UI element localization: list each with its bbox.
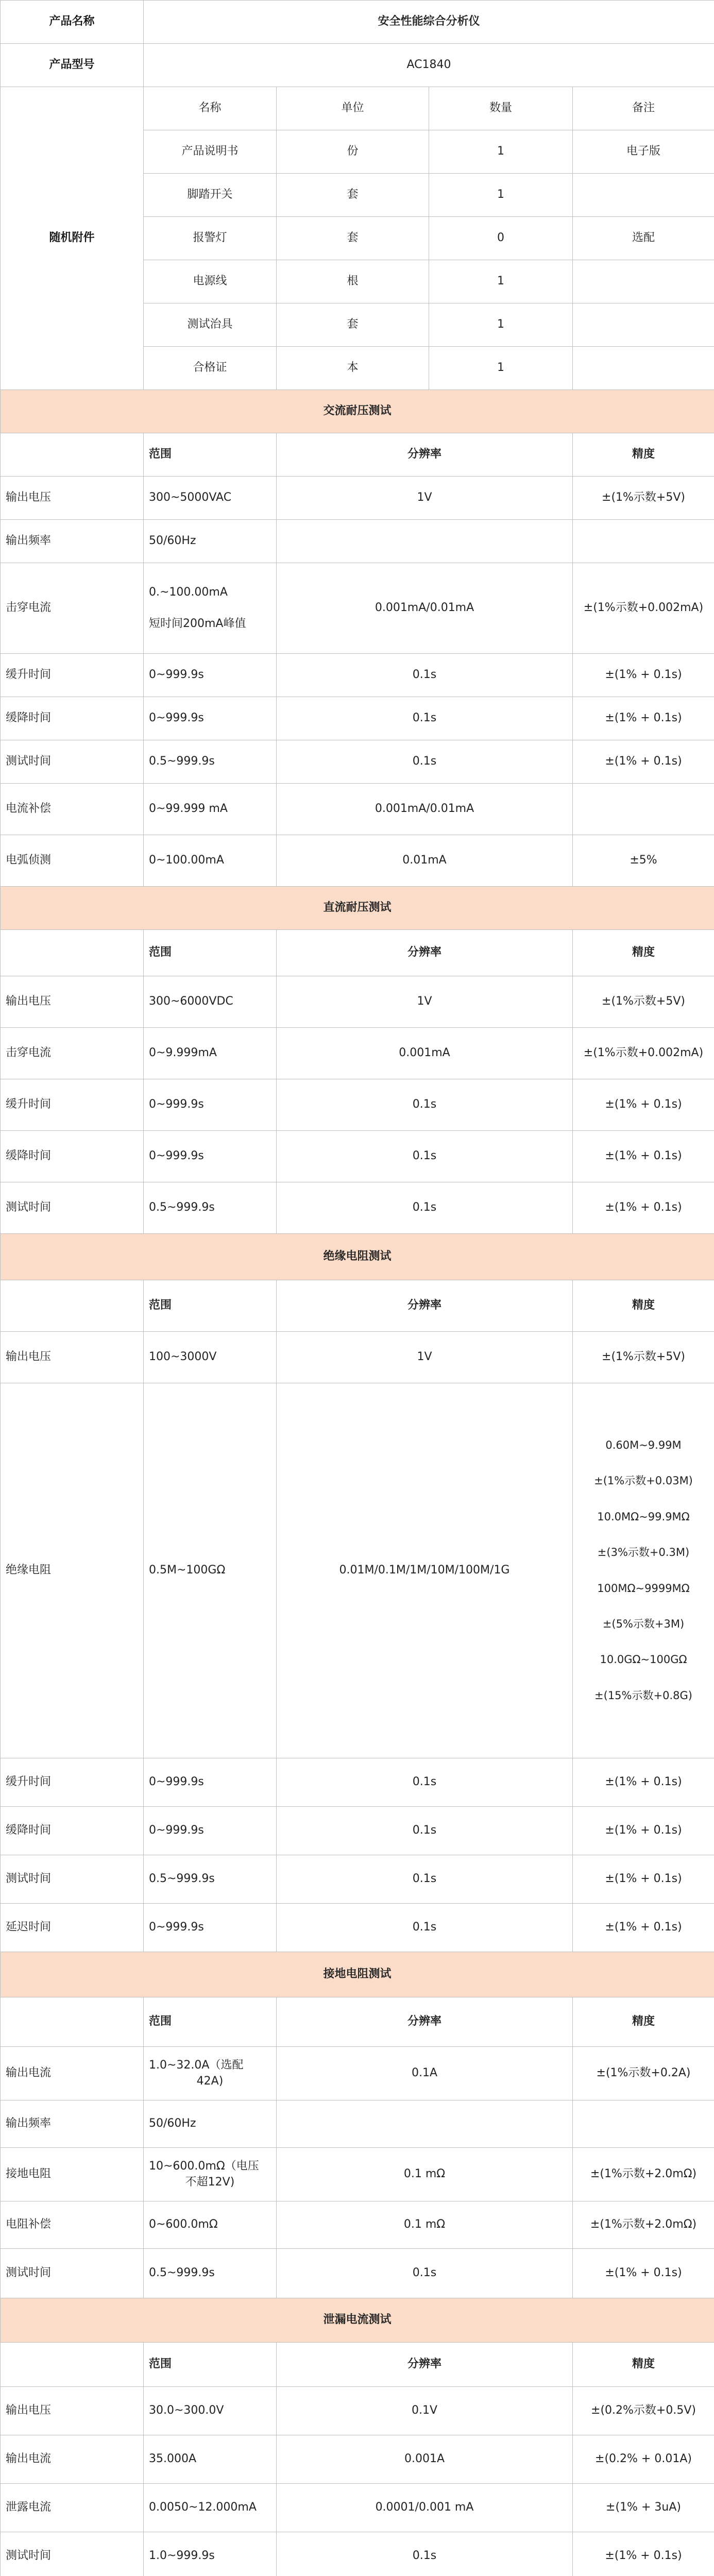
gb-row-frequency: [1, 2100, 714, 2148]
row-accuracy: ±(1% + 0.1s): [573, 1807, 714, 1855]
row-resolution: 0.1s: [277, 2532, 573, 2576]
product-name-label: 产品名称: [1, 1, 144, 44]
row-range: 0~999.9s: [144, 1131, 277, 1182]
accuracy-band: 10.0GΩ~100GΩ: [600, 1653, 687, 1666]
dc-row: [1, 976, 714, 1028]
row-resolution: 0.1s: [277, 1131, 573, 1182]
row-label: 击穿电流: [1, 563, 144, 654]
dc-row: [1, 1079, 714, 1131]
row-resolution: 1V: [277, 1332, 573, 1383]
row-accuracy: ±(1%示数+0.002mA): [573, 1028, 714, 1079]
row-range: 35.000A: [144, 2435, 277, 2484]
accessory-name: 脚踏开关: [144, 174, 277, 217]
ac-hipot-title: 交流耐压测试: [1, 390, 714, 433]
range-line: 1.0~32.0A（选配: [149, 2058, 244, 2072]
ir-row-resistance: [1, 1383, 714, 1758]
ir-col-resolution: 分辨率: [277, 1280, 573, 1332]
row-resolution: 0.1s: [277, 1904, 573, 1952]
ir-row: [1, 1807, 714, 1855]
row-range: 30.0~300.0V: [144, 2387, 277, 2435]
range-line: 短时间200mA峰值: [149, 617, 246, 630]
lc-row-current: [1, 2435, 714, 2484]
row-accuracy: ±(1%示数+5V): [573, 477, 714, 520]
ground-title: 接地电阻测试: [1, 1952, 714, 1997]
accessory-note: 电子版: [573, 130, 714, 174]
row-label: 缓降时间: [1, 1131, 144, 1182]
ac-row-voltage: [1, 477, 714, 520]
row-label: 延迟时间: [1, 1904, 144, 1952]
row-range: 1.0~999.9s: [144, 2532, 277, 2576]
gb-row-resistance: [1, 2148, 714, 2201]
row-label: 接地电阻: [1, 2148, 144, 2201]
row-label: 输出频率: [1, 2100, 144, 2148]
row-range: 0.5M~100GΩ: [144, 1383, 277, 1758]
ac-hipot-header-row: [1, 433, 714, 477]
row-resolution: 0.1A: [277, 2047, 573, 2100]
lc-col-accuracy: 精度: [573, 2343, 714, 2387]
row-accuracy: ±(1% + 0.1s): [573, 1079, 714, 1131]
ac-row-frequency: [1, 520, 714, 563]
dc-hipot-title: 直流耐压测试: [1, 887, 714, 930]
row-range: 300~6000VDC: [144, 976, 277, 1028]
product-name-value: 安全性能综合分析仪: [144, 1, 714, 44]
ac-col-accuracy: 精度: [573, 433, 714, 477]
row-resolution: 0.001mA: [277, 1028, 573, 1079]
accessories-col-qty: 数量: [429, 87, 573, 130]
accessory-unit: 根: [277, 260, 429, 303]
accessory-qty: 1: [429, 347, 573, 390]
range-line: 10~600.0mΩ（电压: [149, 2159, 259, 2173]
row-accuracy: ±(1% + 0.1s): [573, 654, 714, 697]
product-model-row: [1, 44, 714, 87]
accessory-qty: 0: [429, 217, 573, 260]
row-accuracy: ±(1%示数+5V): [573, 1332, 714, 1383]
accuracy-band: ±(3%示数+0.3M): [597, 1546, 690, 1559]
row-resolution: 0.001A: [277, 2435, 573, 2484]
gb-col-resolution: 分辨率: [277, 1997, 573, 2047]
row-range: 0.5~999.9s: [144, 2249, 277, 2298]
row-accuracy: ±(1% + 0.1s): [573, 1855, 714, 1904]
row-resolution: 0.1s: [277, 1807, 573, 1855]
row-range: 0~100.00mA: [144, 835, 277, 887]
row-label: 测试时间: [1, 2249, 144, 2298]
row-label: 测试时间: [1, 1855, 144, 1904]
accuracy-band: 0.60M~9.99M: [605, 1438, 682, 1451]
row-label: 绝缘电阻: [1, 1383, 144, 1758]
ac-row-arc-detect: [1, 835, 714, 887]
accessory-name: 电源线: [144, 260, 277, 303]
row-range: 300~5000VAC: [144, 477, 277, 520]
row-range: 0~999.9s: [144, 654, 277, 697]
gb-row-current: [1, 2047, 714, 2100]
accessory-note: [573, 260, 714, 303]
dc-col-range: 范围: [144, 930, 277, 976]
row-resolution: 0.1 mΩ: [277, 2201, 573, 2249]
accuracy-band: ±(5%示数+3M): [602, 1617, 685, 1630]
row-range: 50/60Hz: [144, 520, 277, 563]
lc-col-range: 范围: [144, 2343, 277, 2387]
row-range: 0~999.9s: [144, 1807, 277, 1855]
row-label: 击穿电流: [1, 1028, 144, 1079]
accessories-header-row: [1, 87, 714, 130]
row-label: 电阻补偿: [1, 2201, 144, 2249]
row-label: 测试时间: [1, 740, 144, 784]
insulation-header-row: [1, 1280, 714, 1332]
row-accuracy: ±(1% + 0.1s): [573, 1182, 714, 1234]
accessory-unit: 套: [277, 303, 429, 347]
row-label: 输出电流: [1, 2047, 144, 2100]
row-accuracy-list: [573, 1383, 714, 1758]
ac-row-test-time: [1, 740, 714, 784]
row-accuracy: ±(1%示数+2.0mΩ): [573, 2201, 714, 2249]
row-range: 0.5~999.9s: [144, 1855, 277, 1904]
accessory-name: 报警灯: [144, 217, 277, 260]
ir-row-voltage: [1, 1332, 714, 1383]
accessories-col-unit: 单位: [277, 87, 429, 130]
accessory-note: [573, 347, 714, 390]
row-range: 0.5~999.9s: [144, 1182, 277, 1234]
row-accuracy: ±(1% + 3uA): [573, 2484, 714, 2532]
row-resolution: 0.01M/0.1M/1M/10M/100M/1G: [277, 1383, 573, 1758]
dc-col-resolution: 分辨率: [277, 930, 573, 976]
lc-col-resolution: 分辨率: [277, 2343, 573, 2387]
range-line: 不超12V): [185, 2175, 235, 2189]
insulation-section-row: [1, 1234, 714, 1280]
row-accuracy: ±(1%示数+5V): [573, 976, 714, 1028]
row-label: 缓升时间: [1, 654, 144, 697]
row-accuracy: ±(1% + 0.1s): [573, 2249, 714, 2298]
ac-col-resolution: 分辨率: [277, 433, 573, 477]
accessories-col-note: 备注: [573, 87, 714, 130]
accessories-col-name: 名称: [144, 87, 277, 130]
row-range: 0~999.9s: [144, 1079, 277, 1131]
row-label: 泄露电流: [1, 2484, 144, 2532]
accessory-note: 选配: [573, 217, 714, 260]
leakage-title: 泄漏电流测试: [1, 2298, 714, 2343]
row-range: 0.0050~12.000mA: [144, 2484, 277, 2532]
range-line: 0.~100.00mA: [149, 585, 228, 599]
product-name-row: [1, 1, 714, 44]
row-label: 输出电压: [1, 477, 144, 520]
accessory-unit: 套: [277, 217, 429, 260]
gb-col-range: 范围: [144, 1997, 277, 2047]
row-resolution: 0.1s: [277, 2249, 573, 2298]
dc-hipot-header-row: [1, 930, 714, 976]
product-model-label: 产品型号: [1, 44, 144, 87]
row-label: 输出电压: [1, 1332, 144, 1383]
row-accuracy: ±(0.2%示数+0.5V): [573, 2387, 714, 2435]
row-label: 电弧侦测: [1, 835, 144, 887]
ac-row-ramp-down: [1, 697, 714, 740]
accessory-unit: 份: [277, 130, 429, 174]
row-label: 测试时间: [1, 1182, 144, 1234]
row-label: 缓升时间: [1, 1079, 144, 1131]
accessory-qty: 1: [429, 130, 573, 174]
row-resolution: 1V: [277, 477, 573, 520]
lc-row-time: [1, 2532, 714, 2576]
product-model-value: AC1840: [144, 44, 714, 87]
accessory-qty: 1: [429, 303, 573, 347]
accessory-name: 合格证: [144, 347, 277, 390]
row-range: 100~3000V: [144, 1332, 277, 1383]
row-label: 缓升时间: [1, 1758, 144, 1807]
row-label: 输出电流: [1, 2435, 144, 2484]
accessory-qty: 1: [429, 174, 573, 217]
row-accuracy: ±(1% + 0.1s): [573, 1131, 714, 1182]
row-label: 输出电压: [1, 2387, 144, 2435]
row-accuracy: ±(1%示数+0.2A): [573, 2047, 714, 2100]
accessories-label: 随机附件: [1, 87, 144, 390]
ground-header-row: [1, 1997, 714, 2047]
row-resolution: 0.1s: [277, 1758, 573, 1807]
row-label: 输出电压: [1, 976, 144, 1028]
row-range: 50/60Hz: [144, 2100, 277, 2148]
row-range: [144, 563, 277, 654]
row-label: 缓降时间: [1, 1807, 144, 1855]
accuracy-band: ±(1%示数+0.03M): [594, 1475, 693, 1487]
row-label: 电流补偿: [1, 784, 144, 835]
row-accuracy: ±(1% + 0.1s): [573, 1758, 714, 1807]
row-accuracy: ±5%: [573, 835, 714, 887]
row-range: [144, 2148, 277, 2201]
row-accuracy: ±(1%示数+2.0mΩ): [573, 2148, 714, 2201]
accessory-name: 测试治具: [144, 303, 277, 347]
gb-row-time: [1, 2249, 714, 2298]
ac-hipot-section-row: [1, 390, 714, 433]
accessory-unit: 本: [277, 347, 429, 390]
row-accuracy: ±(1% + 0.1s): [573, 697, 714, 740]
ir-col-accuracy: 精度: [573, 1280, 714, 1332]
row-label: 输出频率: [1, 520, 144, 563]
row-range: 0~999.9s: [144, 697, 277, 740]
row-resolution: 0.001mA/0.01mA: [277, 563, 573, 654]
row-resolution: 0.1s: [277, 654, 573, 697]
row-accuracy: ±(1% + 0.1s): [573, 2532, 714, 2576]
insulation-title: 绝缘电阻测试: [1, 1234, 714, 1280]
row-range: 0.5~999.9s: [144, 740, 277, 784]
accuracy-band: 10.0MΩ~99.9MΩ: [597, 1510, 690, 1523]
ir-row: [1, 1904, 714, 1952]
ac-row-breakdown-current: [1, 563, 714, 654]
ac-row-current-comp: [1, 784, 714, 835]
lc-row-leak: [1, 2484, 714, 2532]
row-label: 测试时间: [1, 2532, 144, 2576]
row-resolution: 0.1s: [277, 740, 573, 784]
row-range: 0~999.9s: [144, 1758, 277, 1807]
dc-row: [1, 1028, 714, 1079]
ac-col-range: 范围: [144, 433, 277, 477]
dc-hipot-section-row: [1, 887, 714, 930]
row-resolution: 0.1s: [277, 1182, 573, 1234]
row-accuracy: ±(0.2% + 0.01A): [573, 2435, 714, 2484]
row-range: [144, 2047, 277, 2100]
ir-col-range: 范围: [144, 1280, 277, 1332]
accessory-note: [573, 174, 714, 217]
row-range: 0~999.9s: [144, 1904, 277, 1952]
row-resolution: 0.1s: [277, 697, 573, 740]
range-line: 42A): [196, 2074, 224, 2088]
accuracy-band: 100MΩ~9999MΩ: [597, 1582, 690, 1595]
ground-section-row: [1, 1952, 714, 1997]
leakage-header-row: [1, 2343, 714, 2387]
dc-row: [1, 1182, 714, 1234]
row-accuracy: ±(1% + 0.1s): [573, 740, 714, 784]
lc-row-voltage: [1, 2387, 714, 2435]
accessory-qty: 1: [429, 260, 573, 303]
row-range: 0~9.999mA: [144, 1028, 277, 1079]
row-resolution: 0.01mA: [277, 835, 573, 887]
dc-col-accuracy: 精度: [573, 930, 714, 976]
row-accuracy: ±(1%示数+0.002mA): [573, 563, 714, 654]
leakage-section-row: [1, 2298, 714, 2343]
row-resolution: 0.1 mΩ: [277, 2148, 573, 2201]
row-accuracy: ±(1% + 0.1s): [573, 1904, 714, 1952]
row-label: 缓降时间: [1, 697, 144, 740]
dc-row: [1, 1131, 714, 1182]
accessory-name: 产品说明书: [144, 130, 277, 174]
accessory-note: [573, 303, 714, 347]
gb-row-comp: [1, 2201, 714, 2249]
ac-row-ramp-up: [1, 654, 714, 697]
ir-row: [1, 1758, 714, 1807]
row-range: 0~600.0mΩ: [144, 2201, 277, 2249]
row-resolution: 1V: [277, 976, 573, 1028]
gb-col-accuracy: 精度: [573, 1997, 714, 2047]
accuracy-band: ±(15%示数+0.8G): [594, 1689, 692, 1702]
row-range: 0~99.999 mA: [144, 784, 277, 835]
row-resolution: 0.1s: [277, 1855, 573, 1904]
accessory-unit: 套: [277, 174, 429, 217]
row-resolution: 0.0001/0.001 mA: [277, 2484, 573, 2532]
ir-row: [1, 1855, 714, 1904]
row-resolution: 0.1s: [277, 1079, 573, 1131]
row-resolution: 0.1V: [277, 2387, 573, 2435]
row-resolution: 0.001mA/0.01mA: [277, 784, 573, 835]
